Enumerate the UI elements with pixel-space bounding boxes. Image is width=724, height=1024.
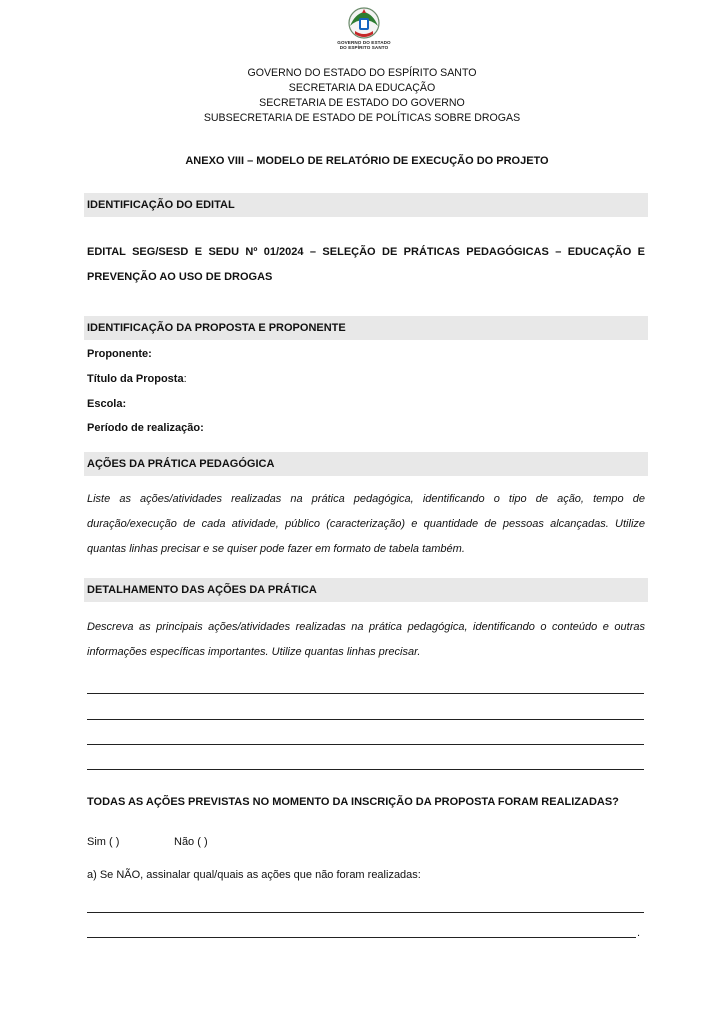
answer-line[interactable] bbox=[87, 693, 644, 694]
acoes-instruction: Liste as ações/atividades realizadas na prática pedagógica, identificando o tipo de ação, tempo de duração/execução de cada atividade, público (caracterização) e quantidade de pessoas alcançadas. Utilize quantas linhas precisar e se quiser pode fazer em formato de tabela também. bbox=[87, 493, 645, 555]
header-line-secretariat: SECRETARIA DE ESTADO DO GOVERNO bbox=[259, 97, 465, 109]
detalhamento-instruction: Descreva as principais ações/atividades realizadas na prática pedagógica, identificando o conteúdo e outras informações específicas importantes. Utilize quantas linhas precisar. bbox=[87, 621, 645, 658]
section-proposta-heading: IDENTIFICAÇÃO DA PROPOSTA E PROPONENTE bbox=[84, 316, 648, 340]
option-sim[interactable]: Sim ( ) bbox=[87, 836, 120, 848]
end-mark: . bbox=[637, 927, 641, 939]
header-line-subsecretariat: SUBSECRETARIA DE ESTADO DE POLÍTICAS SOBRE DROGAS bbox=[203, 112, 521, 124]
option-nao[interactable]: Não ( ) bbox=[174, 836, 208, 848]
field-titulo-label: Título da Proposta bbox=[87, 373, 184, 385]
header-line-government: GOVERNO DO ESTADO DO ESPÍRITO SANTO bbox=[247, 67, 477, 79]
acoes-realizadas-question: TODAS AS AÇÕES PREVISTAS NO MOMENTO DA INSCRIÇÃO DA PROPOSTA FORAM REALIZADAS? bbox=[87, 796, 619, 808]
field-proponente: Proponente: bbox=[87, 348, 152, 360]
section-edital-heading: IDENTIFICAÇÃO DO EDITAL bbox=[84, 193, 648, 217]
document-title: ANEXO VIII – MODELO DE RELATÓRIO DE EXECUÇÃO DO PROJETO bbox=[185, 155, 549, 167]
answer-line[interactable] bbox=[87, 769, 644, 770]
logo-caption-line2: DO ESPÍRITO SANTO bbox=[339, 45, 389, 51]
coat-of-arms-icon bbox=[346, 6, 382, 40]
field-periodo: Período de realização: bbox=[87, 422, 204, 434]
answer-line[interactable] bbox=[87, 719, 644, 720]
answer-line[interactable] bbox=[87, 937, 636, 938]
section-detalhamento-heading: DETALHAMENTO DAS AÇÕES DA PRÁTICA bbox=[84, 578, 648, 602]
field-titulo bbox=[87, 373, 187, 385]
answer-line[interactable] bbox=[87, 912, 644, 913]
section-acoes-heading: AÇÕES DA PRÁTICA PEDAGÓGICA bbox=[84, 452, 648, 476]
header-line-education: SECRETARIA DA EDUCAÇÃO bbox=[288, 82, 436, 94]
document-header bbox=[0, 66, 724, 126]
government-logo bbox=[336, 6, 392, 50]
edital-text: EDITAL SEG/SESD E SEDU Nº 01/2024 – SELEÇÃO DE PRÁTICAS PEDAGÓGICAS – EDUCAÇÃO E PREVENÇÃO AO USO DE DROGAS bbox=[87, 246, 645, 283]
logo-caption-line1: GOVERNO DO ESTADO bbox=[337, 40, 391, 45]
field-titulo-colon: : bbox=[183, 373, 187, 385]
nao-followup-question: a) Se NÃO, assinalar qual/quais as ações que não foram realizadas: bbox=[87, 869, 421, 881]
field-escola: Escola: bbox=[87, 398, 127, 410]
answer-line[interactable] bbox=[87, 744, 644, 745]
